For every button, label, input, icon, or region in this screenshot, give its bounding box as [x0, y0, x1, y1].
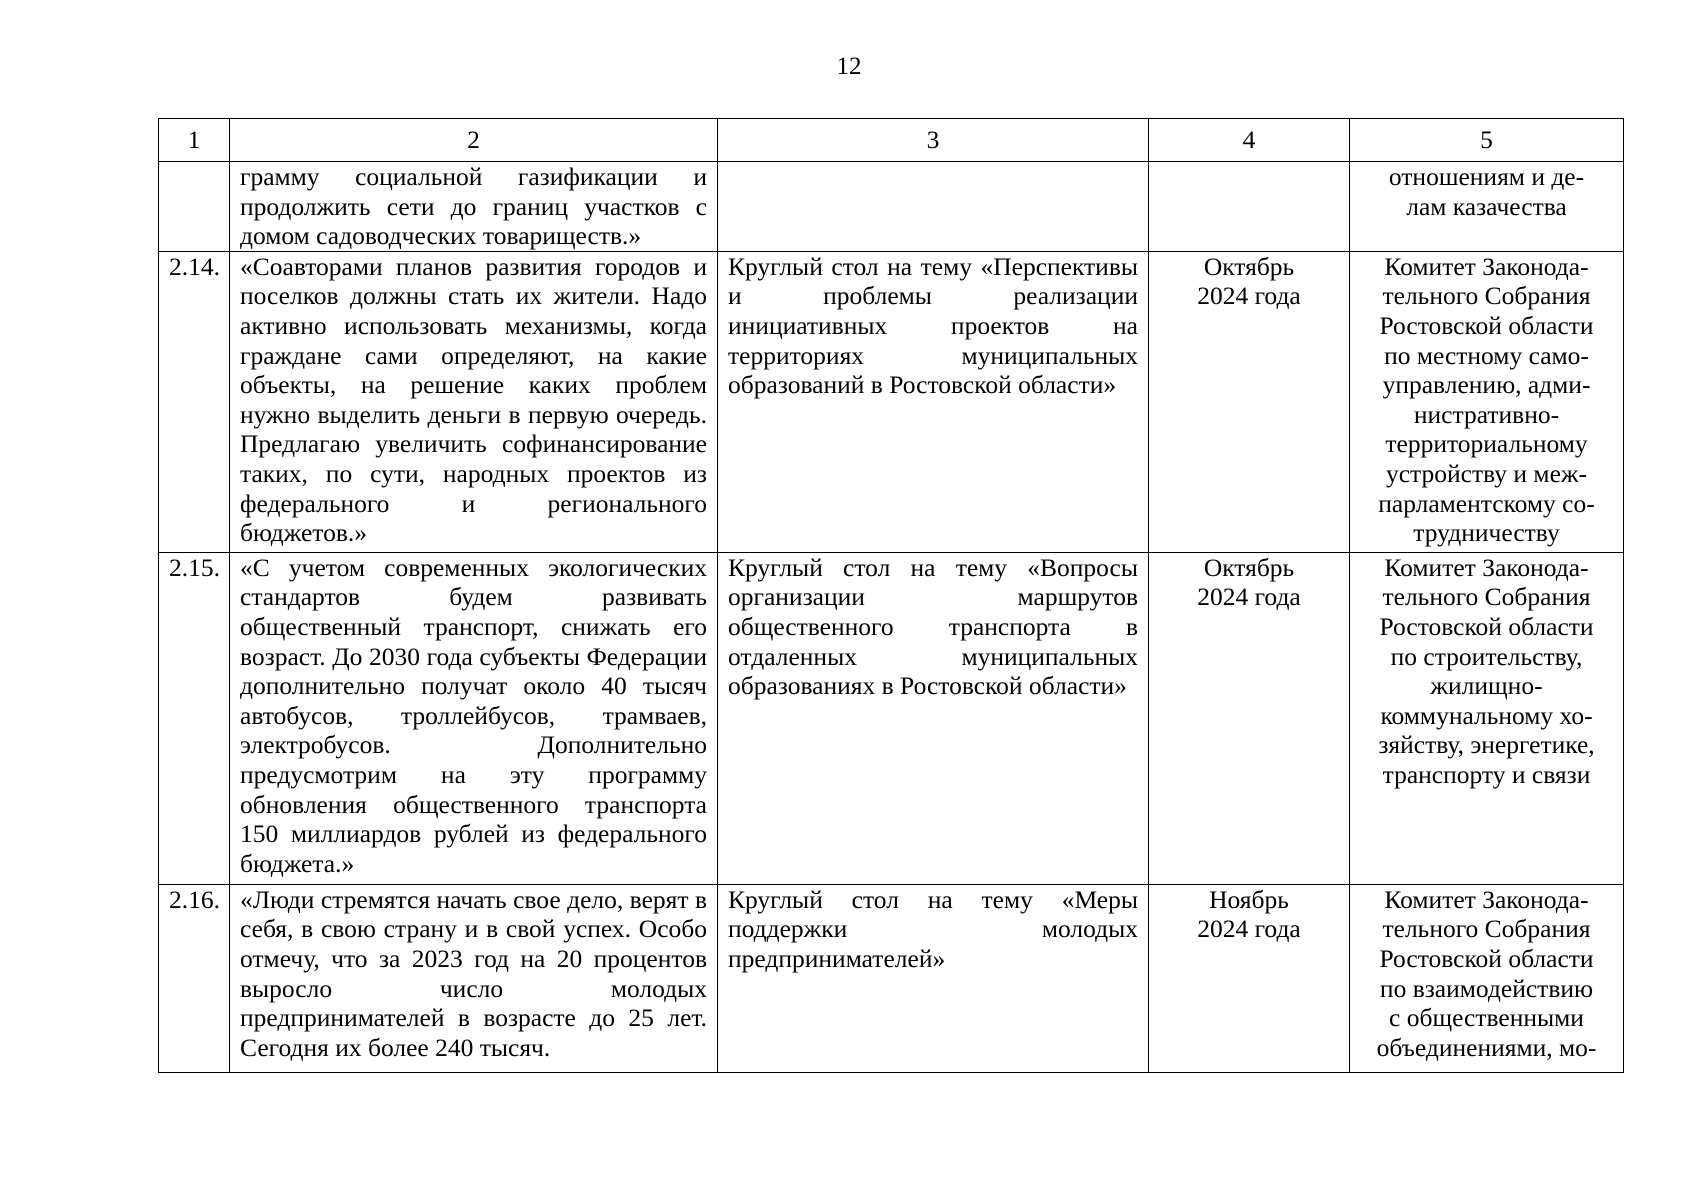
- event-text: Круглый стол на тему «Меры поддержки молодых предпринимателей»: [718, 884, 1149, 1072]
- responsible-line: объединениями, мо-: [1376, 1032, 1597, 1062]
- table-row: [159, 251, 1624, 552]
- date-year: 2024 года: [1197, 582, 1301, 612]
- row-number: 2.14.: [159, 251, 230, 552]
- plan-table: [158, 118, 1624, 1073]
- row-number: 2.15.: [159, 552, 230, 884]
- event-text: Круглый стол на тему «Вопросы организации маршрутов общественного транспорта в отдаленных муниципальных образованиях в Ростовской области»: [718, 552, 1149, 884]
- responsible-committee: [1350, 162, 1624, 252]
- column-header-1: 1: [159, 119, 230, 162]
- event-text: Круглый стол на тему «Перспективы и проблемы реализации инициативных проектов на территориях муниципальных образований в Ростовской области»: [718, 251, 1149, 552]
- responsible-line: транспорту и связи: [1382, 759, 1591, 789]
- responsible-line: коммунальному хо-: [1380, 700, 1593, 730]
- proposal-text: «Люди стремятся начать свое дело, верят в себя, в свою страну и в свой успех. Особо отмечу, что за 2023 год на 20 процентов выросло число молодых предпринимателей в возрасте до 25 лет. Сегодня их более 240 тысяч.: [230, 884, 718, 1072]
- responsible-line: нистративно-: [1413, 399, 1560, 429]
- date-month: Ноябрь: [1209, 884, 1289, 914]
- responsible-line: жилищно-: [1430, 671, 1543, 701]
- date-month: Октябрь: [1203, 251, 1295, 281]
- proposal-text: «С учетом современных экологических стандартов будем развивать общественный транспорт, снижать его возраст. До 2030 года субъекты Федерации дополнительно получат около 40 тысяч автобусов, троллейбусов, трамваев, электробусов. Дополнительно предусмотрим на эту программу обновления общественного транспорта 150 миллиардов рублей из федерального бюджета.»: [230, 552, 718, 884]
- proposal-text: «Соавторами планов развития городов и поселков должны стать их жители. Надо активно использовать механизмы, когда граждане сами определяют, на какие объекты, на решение каких проблем нужно выделить деньги в первую очередь. Предлагаю увеличить софинансирование таких, по сути, народных проектов из федерального и регионального бюджетов.»: [230, 251, 718, 552]
- event-date: [1149, 251, 1350, 552]
- column-header-2: 2: [230, 119, 718, 162]
- responsible-line: парламентскому со-: [1378, 488, 1595, 518]
- row-number: [159, 162, 230, 252]
- responsible-line: тельного Собрания: [1382, 582, 1591, 612]
- event-date: [1149, 552, 1350, 884]
- table-header-row: [159, 119, 1624, 162]
- column-header-5: 5: [1350, 119, 1624, 162]
- event-date: [1149, 162, 1350, 252]
- responsible-line: Ростовской области: [1379, 310, 1594, 340]
- responsible-line: лам казачества: [1406, 191, 1567, 221]
- responsible-line: Ростовской области: [1379, 611, 1594, 641]
- responsible-committee: [1350, 884, 1624, 1072]
- responsible-line: Комитет Законода-: [1384, 251, 1589, 281]
- table-row: [159, 162, 1624, 252]
- responsible-line: зяйству, энергетике,: [1378, 730, 1595, 760]
- responsible-line: Комитет Законода-: [1384, 552, 1589, 582]
- event-text: [718, 162, 1149, 252]
- responsible-line: по взаимодействию: [1379, 973, 1594, 1003]
- responsible-committee: [1350, 552, 1624, 884]
- table-row: [159, 884, 1624, 1072]
- responsible-line: тельного Собрания: [1382, 281, 1591, 311]
- responsible-line: управлению, адми-: [1382, 370, 1591, 400]
- column-header-4: 4: [1149, 119, 1350, 162]
- responsible-line: Комитет Законода-: [1384, 884, 1589, 914]
- responsible-line: с общественными: [1389, 1003, 1584, 1033]
- responsible-line: по местному само-: [1384, 340, 1589, 370]
- responsible-line: Ростовской области: [1379, 943, 1594, 973]
- responsible-line: отношениям и де-: [1388, 162, 1585, 191]
- event-date: [1149, 884, 1350, 1072]
- date-month: Октябрь: [1203, 552, 1295, 582]
- responsible-line: тельного Собрания: [1382, 914, 1591, 944]
- table-row: [159, 552, 1624, 884]
- responsible-line: устройству и меж-: [1385, 458, 1587, 488]
- row-number: 2.16.: [159, 884, 230, 1072]
- page-number: 12: [836, 53, 862, 80]
- date-year: 2024 года: [1197, 914, 1301, 944]
- responsible-line: трудничеству: [1413, 518, 1560, 548]
- proposal-text: грамму социальной газификации и продолжить сети до границ участков с домом садоводческих товариществ.»: [230, 162, 718, 252]
- date-year: 2024 года: [1197, 281, 1301, 311]
- responsible-committee: [1350, 251, 1624, 552]
- responsible-line: территориальному: [1385, 429, 1588, 459]
- responsible-line: по строительству,: [1390, 641, 1583, 671]
- column-header-3: 3: [718, 119, 1149, 162]
